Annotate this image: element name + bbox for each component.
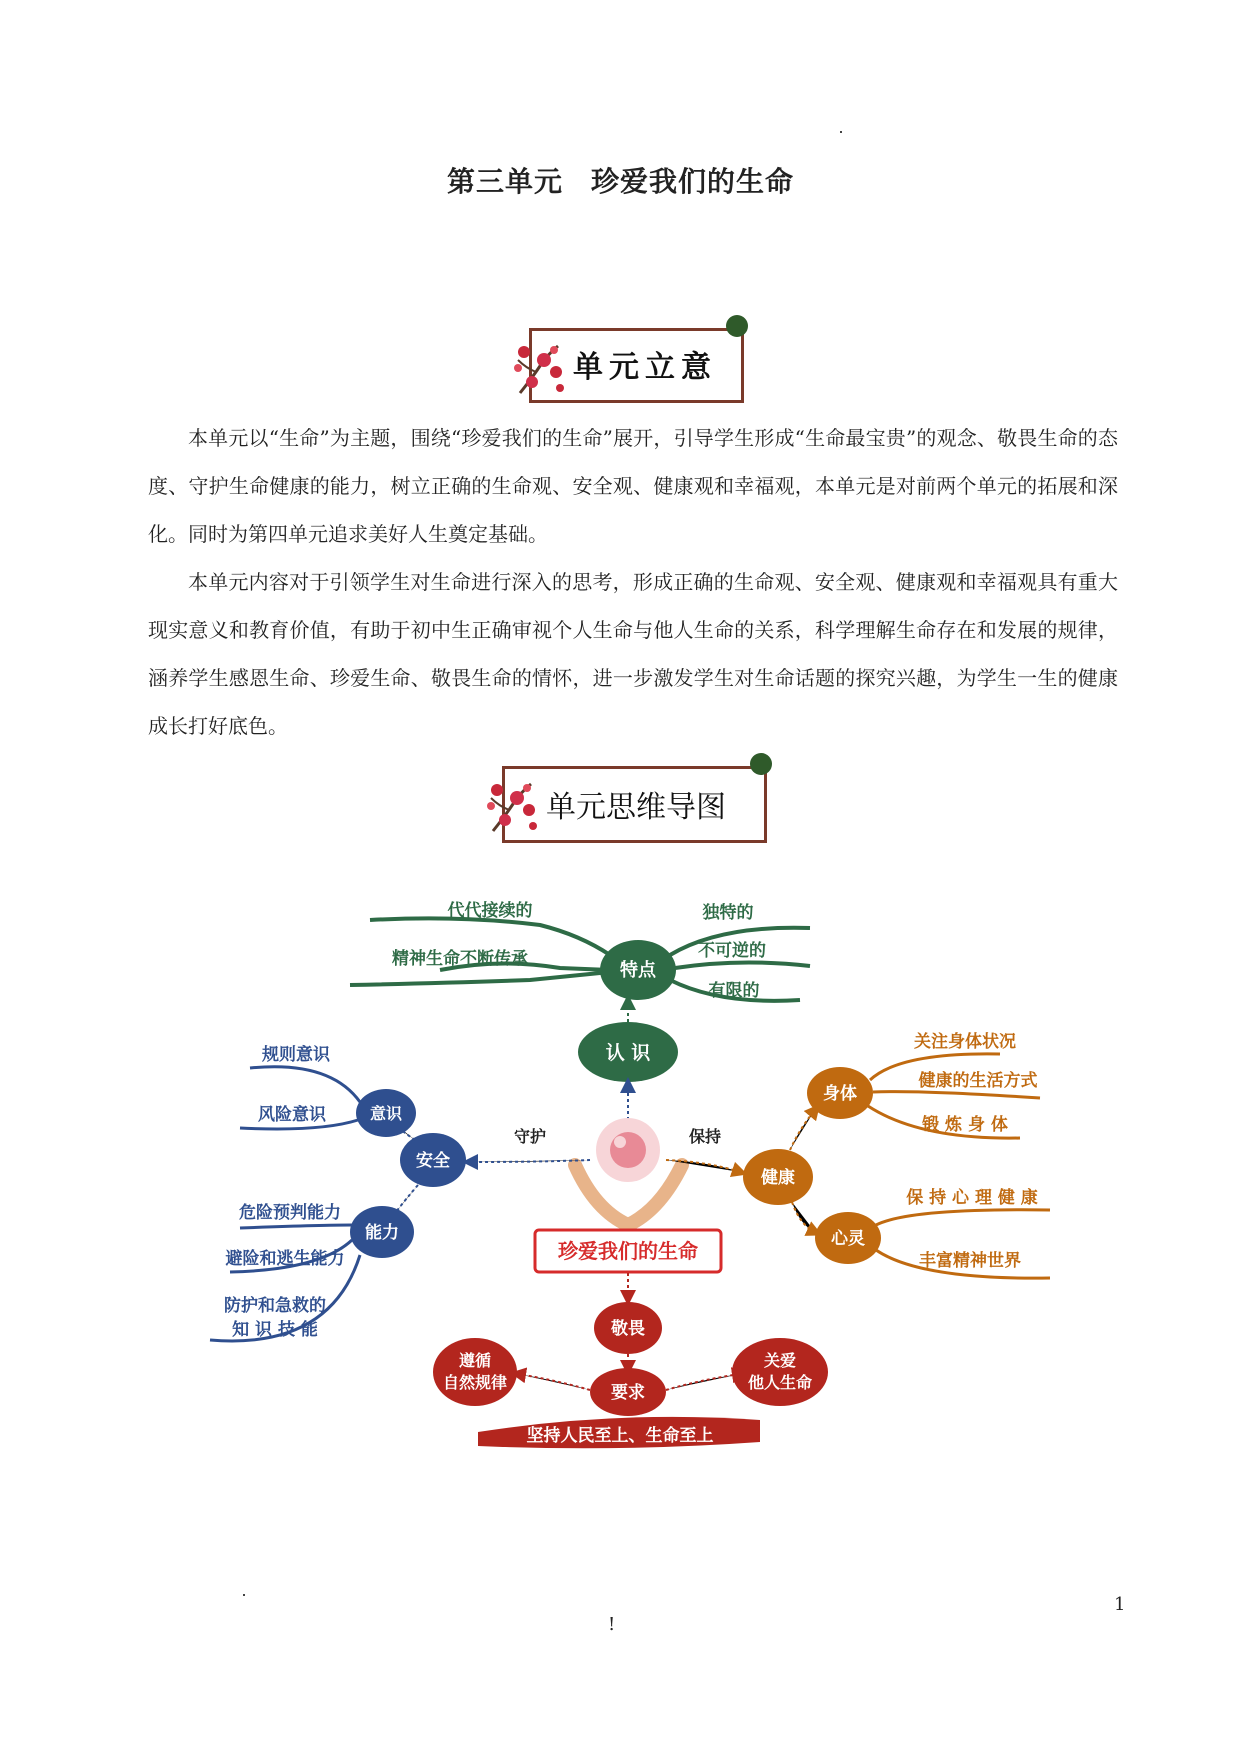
ability-item: 危险预判能力 bbox=[239, 1203, 341, 1223]
mind-item: 保 持 心 理 健 康 bbox=[906, 1188, 1038, 1208]
print-dot bbox=[243, 1594, 245, 1596]
node-follow-nature-label: 自然规律 bbox=[442, 1373, 508, 1392]
node-safety-label: 安全 bbox=[416, 1151, 450, 1171]
title-topic: 珍爱我们的生命 bbox=[591, 165, 795, 198]
center-node-label: 珍爱我们的生命 bbox=[558, 1239, 698, 1263]
plum-blossom-icon bbox=[483, 776, 541, 836]
body-item: 健康的生活方式 bbox=[918, 1071, 1038, 1091]
feature-item: 代代接续的 bbox=[447, 901, 533, 921]
node-care-others bbox=[732, 1338, 828, 1406]
node-awe-label: 敬畏 bbox=[611, 1319, 645, 1339]
awareness-item: 风险意识 bbox=[258, 1105, 326, 1125]
footer-mark: ! bbox=[608, 1614, 616, 1635]
page-title bbox=[0, 160, 1241, 200]
branch-respect bbox=[433, 1273, 828, 1448]
ability-item: 防护和急救的 bbox=[224, 1296, 326, 1316]
mind-map bbox=[200, 880, 1060, 1500]
green-dot bbox=[750, 753, 772, 775]
section-label-mindmap: 单元思维导图 bbox=[546, 790, 726, 825]
branch-health bbox=[666, 1031, 1050, 1278]
paragraph-1: 本单元以“生命”为主题，围绕“珍爱我们的生命”展开，引导学生形成“生命最宝贵”的观念、敬畏生命的态度、守护生命健康的能力，树立正确的生命观、安全观、健康观和幸福观，本单元是对前两个单元的拓展和深化。同时为第四单元追求美好人生奠定基础。 bbox=[148, 426, 1118, 546]
feature-item: 独特的 bbox=[702, 903, 754, 923]
branch-safety bbox=[210, 1044, 590, 1341]
node-features-label: 特点 bbox=[620, 960, 656, 981]
node-requirement-label: 要求 bbox=[611, 1383, 645, 1403]
intent-text bbox=[148, 414, 1118, 750]
awareness-item: 规则意识 bbox=[262, 1045, 330, 1065]
node-mind-label: 心灵 bbox=[831, 1229, 865, 1249]
feature-item: 精神生命不断传承 bbox=[392, 949, 528, 969]
node-follow-nature-label: 遵循 bbox=[458, 1351, 492, 1370]
node-recognize-label: 认 识 bbox=[605, 1042, 651, 1064]
body-item: 锻 炼 身 体 bbox=[922, 1115, 1008, 1135]
node-body-label: 身体 bbox=[823, 1084, 857, 1104]
feature-item: 不可逆的 bbox=[698, 941, 766, 961]
title-unit: 第三单元 bbox=[446, 165, 563, 198]
paragraph-2: 本单元内容对于引领学生对生命进行深入的思考，形成正确的生命观、安全观、健康观和幸福观具有重大现实意义和教育价值，有助于初中生正确审视个人生命与他人生命的关系，科学理解生命存在和发展的规律，涵养学生感恩生命、珍爱生命、敬畏生命的情怀，进一步激发学生对生命话题的探究兴趣，为学生一生的健康成长打好底色。 bbox=[148, 570, 1118, 738]
section-header-intent bbox=[515, 320, 745, 400]
plum-blossom-icon bbox=[510, 338, 568, 398]
section-label-intent: 单元立意 bbox=[573, 350, 717, 385]
node-awareness-label: 意识 bbox=[369, 1104, 403, 1123]
green-dot bbox=[726, 315, 748, 337]
node-care-others-label: 关爱 bbox=[763, 1351, 797, 1370]
banner-label: 坚持人民至上、生命至上 bbox=[526, 1426, 714, 1446]
edge-guard-label: 守护 bbox=[513, 1127, 547, 1146]
print-dot bbox=[840, 131, 842, 133]
node-health-label: 健康 bbox=[761, 1168, 795, 1188]
node-ability-label: 能力 bbox=[365, 1223, 399, 1243]
ability-item: 避险和逃生能力 bbox=[225, 1249, 345, 1269]
body-item: 关注身体状况 bbox=[914, 1032, 1016, 1052]
ability-item: 知 识 技 能 bbox=[232, 1320, 318, 1340]
node-care-others-label: 他人生命 bbox=[747, 1373, 813, 1392]
node-follow-nature bbox=[433, 1338, 517, 1406]
feature-item: 有限的 bbox=[708, 981, 760, 1001]
mind-item: 丰富精神世界 bbox=[919, 1251, 1021, 1271]
edge-keep-label: 保持 bbox=[688, 1127, 722, 1146]
page-number: 1 bbox=[1114, 1594, 1126, 1615]
branch-features bbox=[350, 900, 810, 1120]
section-header-mindmap bbox=[488, 758, 768, 840]
